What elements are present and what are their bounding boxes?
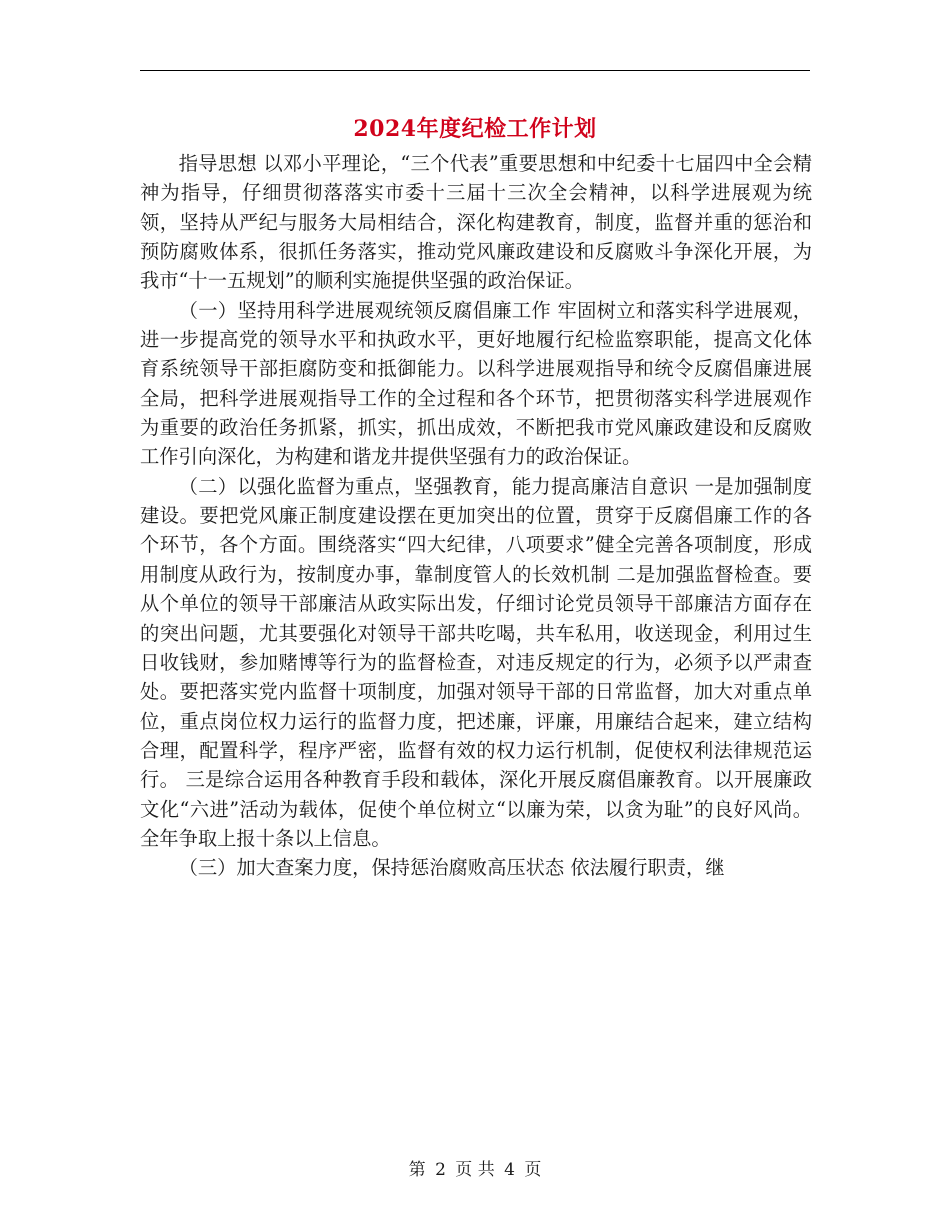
footer-total-pages: 4 <box>504 1160 515 1180</box>
paragraph-section-1: （一）坚持用科学进展观统领反腐倡廉工作 牢固树立和落实科学进展观，进一步提高党的领导水平和执政水平，更好地履行纪检监察职能，提高文化体育系统领导干部拒腐防变和抵御能力。以科学进展观指导和统令反腐倡廉进展全局，把科学进展观指导工作的全过程和各个环节，把贯彻落实科学进展观作为重要的政治任务抓紧，抓实，抓出成效，不断把我市党风廉政建设和反腐败工作引向深化，为构建和谐龙井提供坚强有力的政治保证。 <box>140 298 812 469</box>
document-title: 2024年度纪检工作计划 <box>353 116 597 142</box>
header-rule <box>140 70 810 71</box>
footer-prefix: 第 <box>408 1160 426 1180</box>
footer-current-page: 2 <box>435 1160 446 1180</box>
paragraph-section-2: （二）以强化监督为重点，坚强教育，能力提高廉洁自意识 一是加强制度建设。要把党风廉正制度建设摆在更加突出的位置，贯穿于反腐倡廉工作的各个环节，各个方面。围绕落实“四大纪律，八项要求”健全完善各项制度，形成用制度从政行为，按制度办事，靠制度管人的长效机制 二是加强监督检查。要从个单位的领导干部廉洁从政实际出发，仔细讨论党员领导干部廉洁方面存在的突出问题，尤其要强化对领导干部共吃喝，共车私用，收送现金，利用过生日收钱财，参加赌博等行为的监督检查，对违反规定的行为，必须予以严肃查处。要把落实党内监督十项制度，加强对领导干部的日常监督，加大对重点单位，重点岗位权力运行的监督力度，把述廉，评廉，用廉结合起来，建立结构合理，配置科学，程序严密，监督有效的权力运行机制，促使权利法律规范运行。 三是综合运用各种教育手段和载体，深化开展反腐倡廉教育。以开展廉政文化“六进”活动为载体，促使个单位树立“以廉为荣，以贪为耻”的良好风尚。全年争取上报十条以上信息。 <box>140 474 812 850</box>
paragraph-guiding-ideology: 指导思想 以邓小平理论，“三个代表”重要思想和中纪委十七届四中全会精神为指导，仔细贯彻落落实市委十三届十三次全会精神，以科学进展观为统领，坚持从严纪与服务大局相结合，深化构建教育，制度，监督并重的惩治和预防腐败体系，很抓任务落实，推动党风廉政建设和反腐败斗争深化开展，为我市“十一五规划”的顺利实施提供坚强的政治保证。 <box>140 152 812 293</box>
document-body <box>140 149 812 883</box>
footer-middle: 页 共 <box>455 1160 495 1180</box>
page-footer <box>0 1155 950 1180</box>
footer-suffix: 页 <box>524 1160 542 1180</box>
paragraph-section-3: （三）加大查案力度，保持惩治腐败高压状态 依法履行职责，继 <box>178 856 725 880</box>
